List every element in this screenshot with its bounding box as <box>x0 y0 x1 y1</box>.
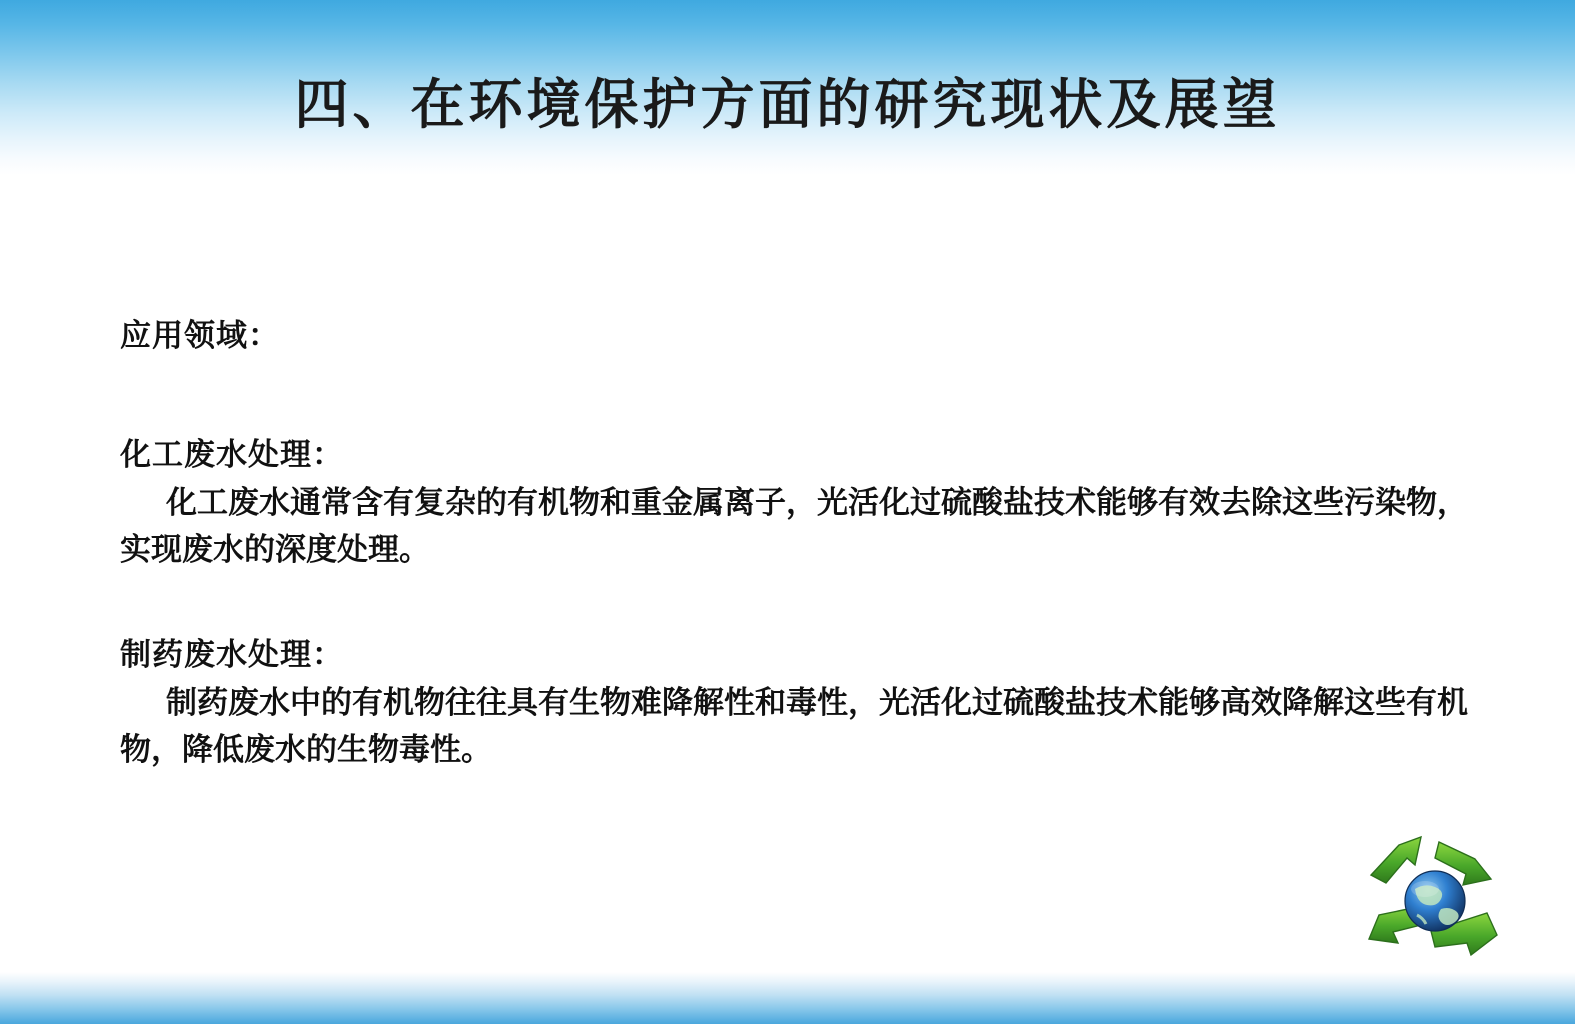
section-heading: 化工废水处理： <box>120 437 344 472</box>
application-fields-label: 应用领域： <box>120 318 280 353</box>
page-title: 四、在环境保护方面的研究现状及展望 <box>294 75 1281 135</box>
section-heading: 制药废水处理： <box>120 637 344 672</box>
section-paragraph: 制药废水中的有机物往往具有生物难降解性和毒性，光活化过硫酸盐技术能够高效降解这些有机物，降低废水的生物毒性。 <box>120 685 1468 767</box>
slide-body <box>120 310 1490 773</box>
section-paragraph: 化工废水通常含有复杂的有机物和重金属离子，光活化过硫酸盐技术能够有效去除这些污染物，实现废水的深度处理。 <box>120 485 1468 567</box>
recycle-globe-icon <box>1355 831 1505 966</box>
section-chemical-wastewater <box>120 429 1490 573</box>
section-pharmaceutical-wastewater <box>120 629 1490 773</box>
bottom-gradient-band <box>0 972 1575 1024</box>
